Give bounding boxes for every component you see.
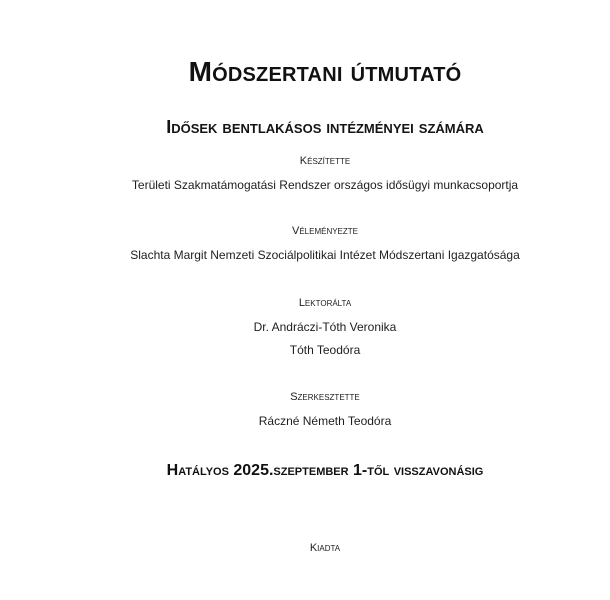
edited-by-label: Szerkesztette [290,391,360,403]
reviewed-by-label: Véleményezte [291,225,359,237]
edited-by-text: Ráczné Németh Teodóra [258,414,392,428]
proofread-by-label: Lektorálta [298,297,352,309]
prepared-by-label: Készítette [299,155,351,167]
effective-date: Hatályos 2025.szeptember 1-től visszavonásig [166,462,484,479]
prepared-by-text: Területi Szakmatámogatási Rendszer országos idősügyi munkacsoportja [131,178,519,192]
published-by-label: Kiadta [309,542,341,554]
proofreader-name-2: Tóth Teodóra [289,343,361,357]
document-title: Módszertani útmutató [188,56,462,87]
proofreader-name-1: Dr. Andráczi-Tóth Veronika [253,320,397,334]
reviewed-by-text: Slachta Margit Nemzeti Szociálpolitikai Intézet Módszertani Igazgatósága [130,248,520,262]
document-subtitle: Idősek bentlakásos intézményei számára [166,117,484,137]
